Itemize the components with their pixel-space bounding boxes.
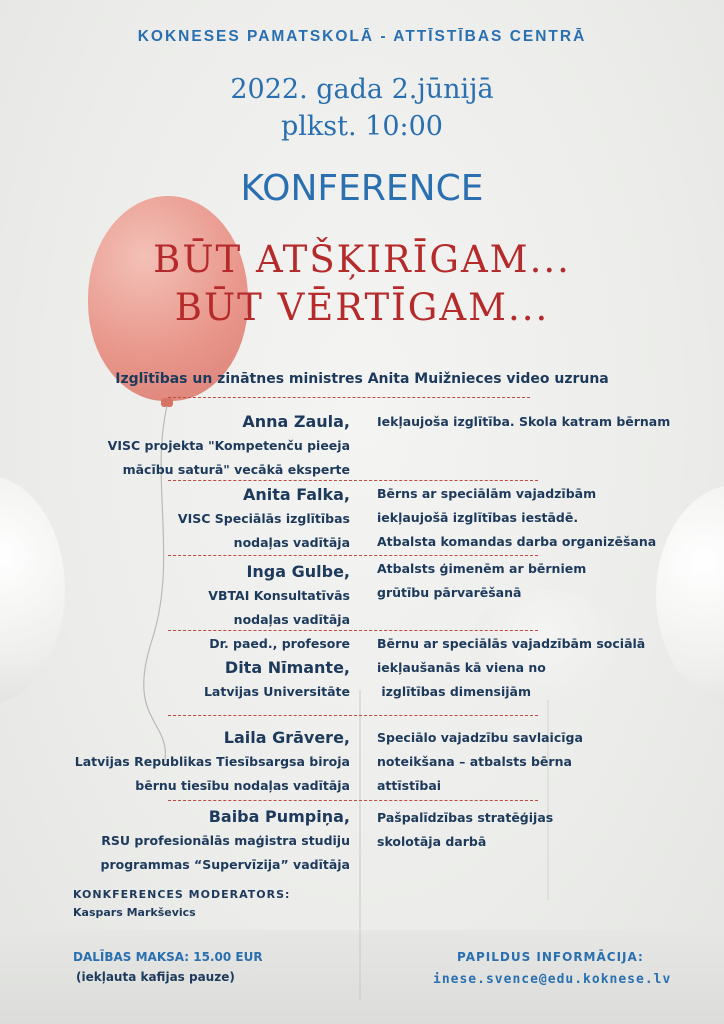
- topic-line: grūtību pārvarēšanā: [377, 585, 522, 600]
- event-title-line-1: BŪT ATŠĶIRĪGAM...: [153, 238, 571, 281]
- divider: [168, 397, 530, 398]
- talk-topic: [377, 726, 583, 798]
- speaker-role: RSU profesionālās maģistra studiju: [101, 833, 350, 848]
- speaker-name: Inga Gulbe,: [246, 562, 350, 581]
- event-time: plkst. 10:00: [281, 111, 443, 142]
- talk-topic: [377, 557, 586, 605]
- divider: [168, 715, 538, 716]
- speaker-anna-zaula: [108, 410, 350, 482]
- topic-line: iekļaujošā izglītības iestādē.: [377, 510, 579, 525]
- participation-fee: DALĪBAS MAKSA: 15.00 EUR: [73, 950, 263, 964]
- speaker-role: bērnu tiesību nodaļas vadītāja: [135, 778, 350, 793]
- speaker-inga-gulbe: [208, 560, 350, 632]
- topic-line: Atbalsts ģimenēm ar bērniem: [377, 561, 587, 576]
- topic-line: Bērns ar speciālām vajadzībām: [377, 486, 597, 501]
- speaker-dita-nimante: [204, 632, 350, 704]
- talk-topic: [377, 410, 670, 434]
- speaker-role: VISC Speciālās izglītības: [177, 511, 350, 526]
- moderators-label: KONKFERENCES MODERATORS:: [73, 888, 291, 901]
- speaker-role: VBTAI Konsultatīvās: [208, 588, 350, 603]
- speaker-laila-gravere: [75, 726, 350, 798]
- minister-address: Izglītības un zinātnes ministres Anita Muižnieces video uzruna: [115, 371, 609, 387]
- speaker-baiba-pumpina: [101, 805, 350, 877]
- speaker-title: Dr. paed., profesore: [209, 636, 350, 651]
- talk-topic: [377, 482, 656, 554]
- topic-line: skolotāja darbā: [377, 834, 487, 849]
- speaker-role: mācību saturā" vecākā eksperte: [122, 462, 350, 477]
- contact-email: inese.svence@edu.koknese.lv: [433, 972, 672, 987]
- topic-line: izglītības dimensijām: [377, 684, 531, 699]
- topic-line: Iekļaujoša izglītība. Skola katram bērnam: [377, 414, 671, 429]
- speaker-role: VISC projekta "Kompetenču pieeja: [107, 438, 350, 453]
- topic-line: Bērnu ar speciālās vajadzībām sociālā: [377, 636, 646, 651]
- speaker-role: programmas “Supervīzija” vadītāja: [100, 857, 350, 872]
- speaker-anita-falka: [178, 483, 350, 555]
- topic-line: noteikšana – atbalsts bērna: [377, 754, 572, 769]
- event-type: KONFERENCE: [240, 168, 484, 209]
- moderator-name: Kaspars Markševics: [73, 906, 196, 919]
- speaker-name: Dita Nīmante,: [224, 658, 350, 677]
- event-date: 2022. gada 2.jūnijā: [230, 74, 494, 105]
- speaker-role: nodaļas vadītāja: [233, 535, 350, 550]
- topic-line: Atbalsta komandas darba organizēšana: [377, 534, 657, 549]
- talk-topic: [377, 632, 645, 704]
- speaker-name: Anita Falka,: [242, 485, 350, 504]
- topic-line: Speciālo vajadzību savlaicīga: [377, 730, 583, 745]
- divider: [168, 800, 538, 801]
- fee-note: (iekļauta kafijas pauze): [76, 970, 235, 984]
- speaker-name: Anna Zaula,: [242, 412, 350, 431]
- more-info-label: PAPILDUS INFORMĀCIJA:: [457, 950, 644, 964]
- speaker-name: Laila Grāvere,: [223, 728, 350, 747]
- topic-line: Pašpalīdzības stratēģijas: [377, 810, 554, 825]
- topic-line: iekļaušanās kā viena no: [377, 660, 546, 675]
- school-header: KOKNESES PAMATSKOLĀ - ATTĪSTĪBAS CENTRĀ: [137, 28, 587, 45]
- topic-line: attīstībai: [377, 778, 442, 793]
- speaker-name: Baiba Pumpiņa,: [208, 807, 350, 826]
- speaker-role: Latvijas Republikas Tiesībsargsa biroja: [74, 754, 350, 769]
- event-title-line-2: BŪT VĒRTĪGAM...: [174, 286, 550, 329]
- speaker-role: Latvijas Universitāte: [203, 684, 350, 699]
- talk-topic: [377, 806, 553, 854]
- speaker-role: nodaļas vadītāja: [233, 612, 350, 627]
- divider: [168, 555, 538, 556]
